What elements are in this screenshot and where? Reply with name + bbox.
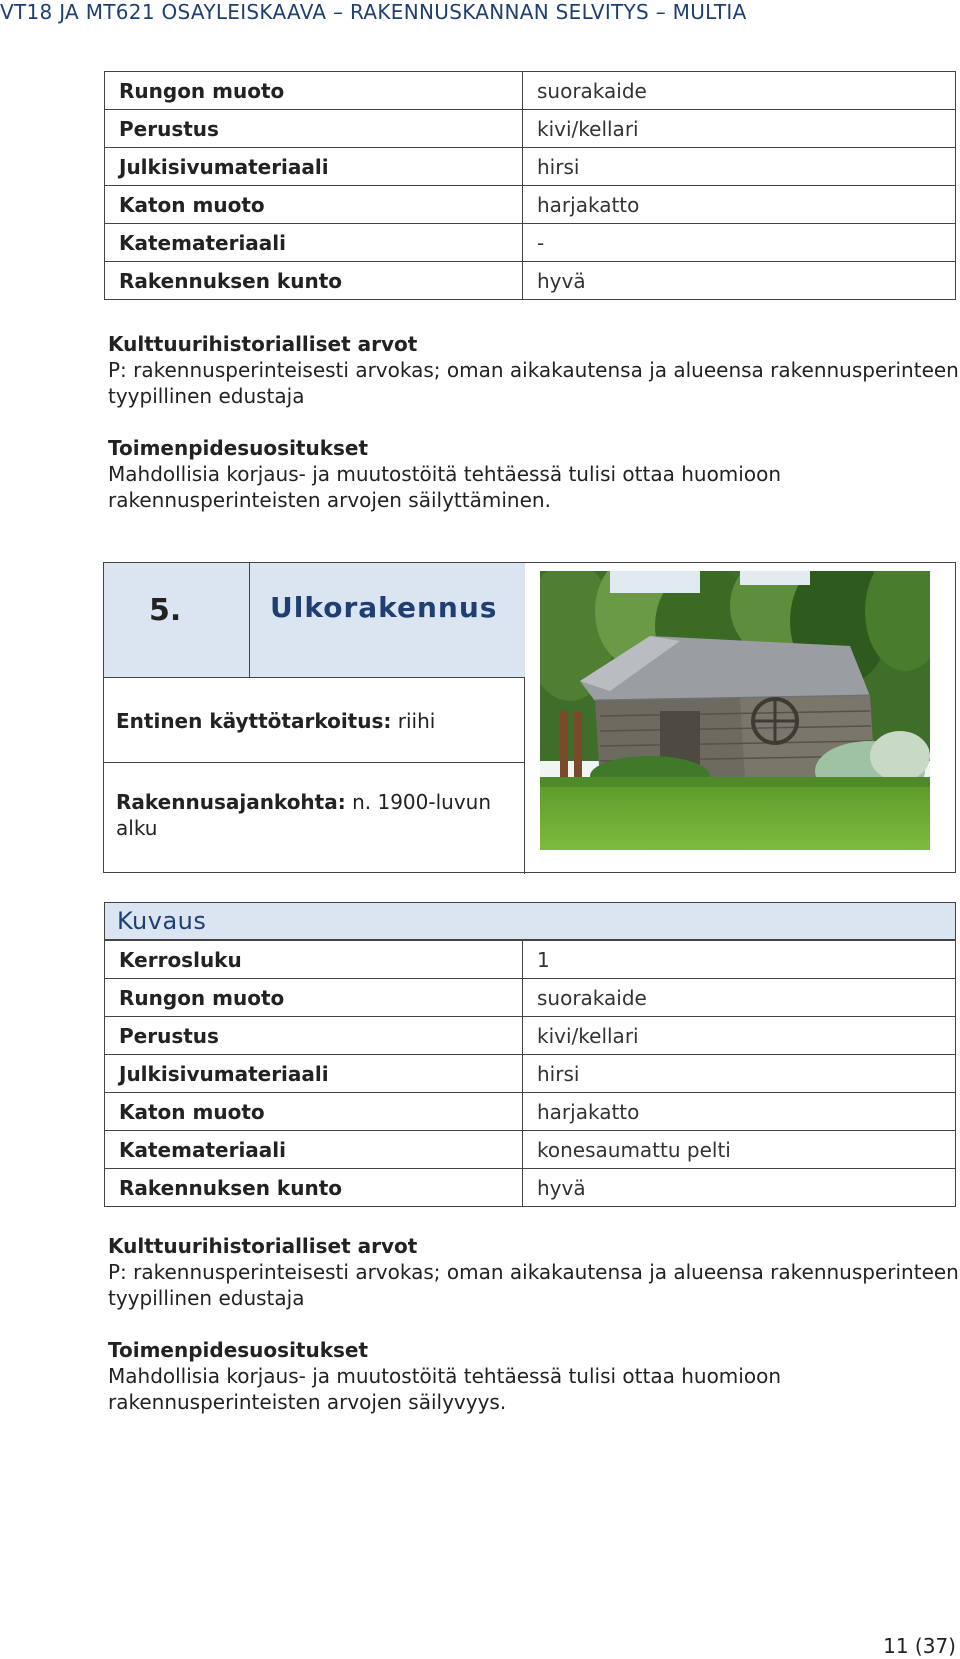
heritage-text-line: tyypillinen edustaja — [108, 384, 305, 408]
property-key: Rungon muoto — [105, 72, 523, 110]
construction-date-line — [116, 789, 491, 841]
construction-date-label: Rakennusajankohta: — [116, 790, 346, 814]
construction-date-value: n. 1900-luvun — [352, 790, 492, 814]
former-use-value: riihi — [397, 709, 436, 733]
measures-section-2 — [108, 1337, 781, 1415]
property-value: kivi/kellari — [523, 110, 956, 148]
property-value: hirsi — [523, 1055, 956, 1093]
property-value: suorakaide — [523, 979, 956, 1017]
heritage-text-line: P: rakennusperinteisesti arvokas; oman aikakautensa ja alueensa rakennusperinteen — [108, 358, 959, 382]
property-value: kivi/kellari — [523, 1017, 956, 1055]
barn-photo-image — [540, 571, 930, 850]
property-key: Perustus — [105, 110, 523, 148]
former-use-cell — [104, 678, 525, 763]
former-use-line — [116, 708, 435, 734]
property-value: 1 — [523, 941, 956, 979]
property-key: Kerrosluku — [105, 941, 523, 979]
properties-table-1 — [104, 71, 956, 300]
table-row — [105, 72, 956, 110]
property-value: konesaumattu pelti — [523, 1131, 956, 1169]
property-value: harjakatto — [523, 1093, 956, 1131]
property-key: Katemateriaali — [105, 224, 523, 262]
description-heading: Kuvaus — [117, 907, 207, 935]
property-value: hyvä — [523, 262, 956, 300]
heritage-heading: Kulttuurihistorialliset arvot — [108, 1234, 418, 1258]
heritage-heading: Kulttuurihistorialliset arvot — [108, 332, 418, 356]
building-card — [103, 562, 956, 873]
property-key: Perustus — [105, 1017, 523, 1055]
measures-text-line: Mahdollisia korjaus- ja muutostöitä tehtäessä tulisi ottaa huomioon — [108, 1364, 781, 1388]
property-key: Katemateriaali — [105, 1131, 523, 1169]
table-row — [105, 262, 956, 300]
property-key: Katon muoto — [105, 1093, 523, 1131]
table-row — [105, 941, 956, 979]
property-key: Katon muoto — [105, 186, 523, 224]
property-key: Rakennuksen kunto — [105, 1169, 523, 1207]
table-row — [105, 1017, 956, 1055]
construction-date-cell — [104, 763, 525, 874]
measures-text-line: rakennusperinteisten arvojen säilyvyys. — [108, 1390, 507, 1414]
building-number: 5. — [149, 593, 182, 628]
property-value: suorakaide — [523, 72, 956, 110]
building-number-cell — [104, 563, 250, 678]
table-row — [105, 1131, 956, 1169]
measures-heading: Toimenpidesuositukset — [108, 1338, 369, 1362]
table-row — [105, 979, 956, 1017]
property-value: hyvä — [523, 1169, 956, 1207]
table-row — [105, 186, 956, 224]
property-key: Rungon muoto — [105, 979, 523, 1017]
property-value: - — [523, 224, 956, 262]
construction-date-value-cont: alku — [116, 816, 158, 840]
heritage-text-line: tyypillinen edustaja — [108, 1286, 305, 1310]
measures-text-line: rakennusperinteisten arvojen säilyttäminen. — [108, 488, 551, 512]
measures-section-1 — [108, 435, 781, 513]
table-row — [105, 1055, 956, 1093]
page-number: 11 (37) — [883, 1634, 956, 1658]
property-key: Rakennuksen kunto — [105, 262, 523, 300]
property-value: harjakatto — [523, 186, 956, 224]
heritage-section-1 — [108, 331, 959, 409]
heritage-section-2 — [108, 1233, 959, 1311]
table-row — [105, 1169, 956, 1207]
measures-text-line: Mahdollisia korjaus- ja muutostöitä tehtäessä tulisi ottaa huomioon — [108, 462, 781, 486]
building-photo — [540, 571, 930, 850]
heritage-text-line: P: rakennusperinteisesti arvokas; oman aikakautensa ja alueensa rakennusperinteen — [108, 1260, 959, 1284]
table-row — [105, 1093, 956, 1131]
description-heading-bar — [104, 902, 956, 940]
table-row — [105, 148, 956, 186]
building-name: Ulkorakennus — [270, 591, 498, 624]
former-use-label: Entinen käyttötarkoitus: — [116, 709, 392, 733]
property-value: hirsi — [523, 148, 956, 186]
building-title-cell — [250, 563, 525, 678]
table-row — [105, 110, 956, 148]
table-row — [105, 224, 956, 262]
properties-table-2 — [104, 940, 956, 1207]
property-key: Julkisivumateriaali — [105, 1055, 523, 1093]
property-key: Julkisivumateriaali — [105, 148, 523, 186]
document-header: VT18 JA MT621 OSAYLEISKAAVA – RAKENNUSKANNAN SELVITYS – MULTIA — [0, 0, 747, 24]
measures-heading: Toimenpidesuositukset — [108, 436, 369, 460]
